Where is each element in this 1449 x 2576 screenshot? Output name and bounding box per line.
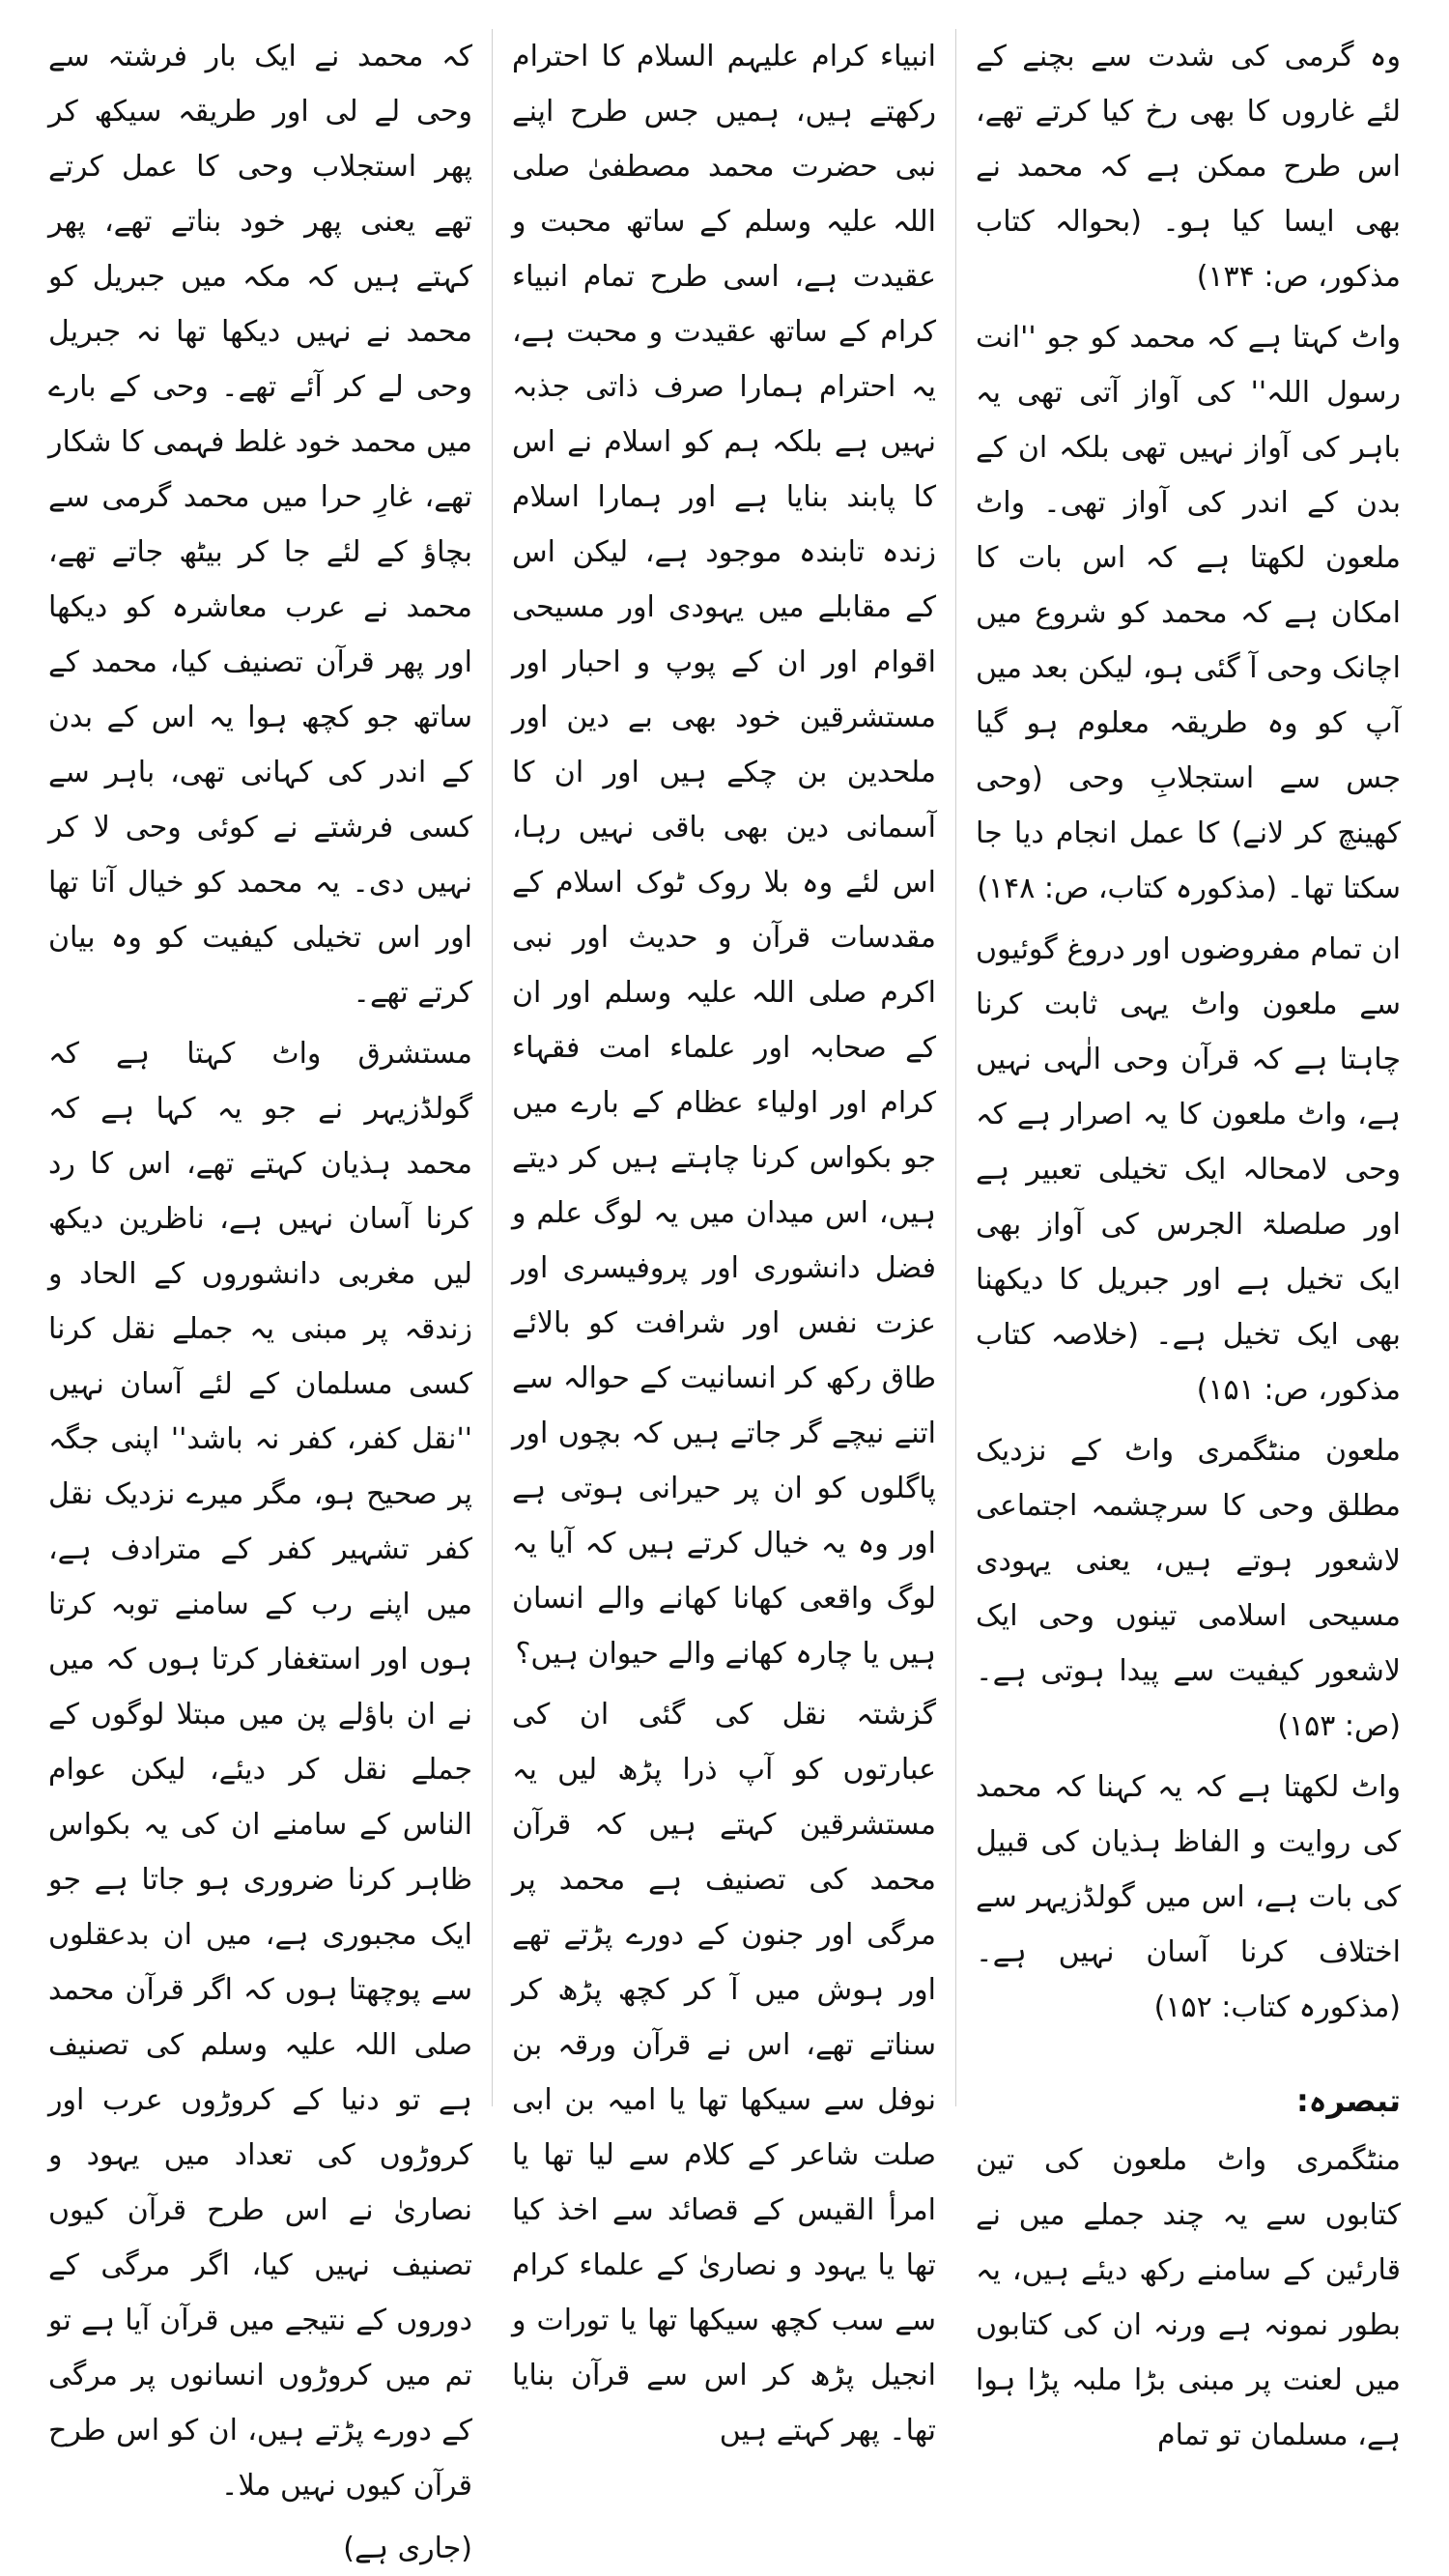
paragraph: واٹ کہتا ہے کہ محمد کو جو ''انت رسول اللہ'' کی آواز آتی تھی یہ باہر کی آواز نہیں تھی بلکہ ان کے بدن کے اندر کی آواز تھی۔ واٹ ملعون لکھتا ہے کہ اس بات کا امکان ہے کہ محمد کو شروع میں اچانک وحی آ گئی ہو، لیکن بعد میں آپ کو وہ طریقہ معلوم ہو گیا جس سے استجلابِ وحی (وحی کھینچ کر لانے) کا عمل انجام دیا جا سکتا تھا۔ (مذکورہ کتاب، ص: ۱۴۸) <box>976 321 1401 905</box>
paragraph: منٹگمری واٹ ملعون کی تین کتابوں سے یہ چند جملے میں نے قارئین کے سامنے رکھ دیئے ہیں، یہ بطور نمونہ ہے ورنہ ان کی کتابوں میں لعنت پر مبنی بڑا ملبہ پڑا ہوا ہے، مسلمان تو تمام <box>976 2143 1401 2452</box>
column-middle <box>493 29 956 2447</box>
column-right <box>956 29 1420 2452</box>
column-left <box>29 29 493 2565</box>
paragraph: ملعون منٹگمری واٹ کے نزدیک مطلق وحی کا سرچشمہ اجتماعی لاشعور ہوتے ہیں، یعنی یہودی مسیحی اسلامی تینوں وحی ایک لاشعور کیفیت سے پیدا ہوتی ہے۔ (ص: ۱۵۳) <box>976 1434 1401 1743</box>
paragraph: ان تمام مفروضوں اور دروغ گوئیوں سے ملعون واٹ یہی ثابت کرنا چاہتا ہے کہ قرآن وحی الٰہی نہیں ہے، واٹ ملعون کا یہ اصرار ہے کہ وحی لامحالہ ایک تخیلی تعبیر ہے اور صلصلۃ الجرس کی آواز بھی ایک تخیل ہے اور جبریل کا دیکھنا بھی ایک تخیل ہے۔ (خلاصہ کتاب مذکور، ص: ۱۵۱) <box>976 932 1401 1407</box>
paragraph: واٹ لکھتا ہے کہ یہ کہنا کہ محمد کی روایت و الفاظ ہذیان کی قبیل کی بات ہے، اس میں گولڈزیہر سے اختلاف کرنا آسان نہیں ہے۔ (مذکورہ کتاب: ۱۵۲) <box>976 1770 1401 2024</box>
continued-note: (جاری ہے) <box>343 2532 472 2565</box>
paragraph: کہ محمد نے ایک بار فرشتہ سے وحی لے لی اور طریقہ سیکھ کر پھر استجلاب وحی کا عمل کرتے تھے یعنی پھر خود بناتے تھے، پھر کہتے ہیں کہ مکہ میں جبریل کو محمد نے نہیں دیکھا تھا نہ جبریل وحی لے کر آئے تھے۔ وحی کے بارے میں محمد خود غلط فہمی کا شکار تھے، غارِ حرا میں محمد گرمی سے بچاؤ کے لئے جا کر بیٹھ جاتے تھے، محمد نے عرب معاشرہ کو دیکھا اور پھر قرآن تصنیف کیا، محمد کے ساتھ جو کچھ ہوا یہ اس کے بدن کے اندر کی کہانی تھی، باہر سے کسی فرشتے نے کوئی وحی لا کر نہیں دی۔ یہ محمد کو خیال آتا تھا اور اس تخیلی کیفیت کو وہ بیان کرتے تھے۔ <box>48 40 472 1010</box>
paragraph: وہ گرمی کی شدت سے بچنے کے لئے غاروں کا بھی رخ کیا کرتے تھے، اس طرح ممکن ہے کہ محمد نے بھی ایسا کیا ہو۔ (بحوالہ کتاب مذکور، ص: ۱۳۴) <box>976 40 1401 294</box>
paragraph: مستشرق واٹ کہتا ہے کہ گولڈزیہر نے جو یہ کہا ہے کہ محمد ہذیان کہتے تھے، اس کا رد کرنا آسان نہیں ہے، ناظرین دیکھ لیں مغربی دانشوروں کے الحاد و زندقہ پر مبنی یہ جملے نقل کرنا کسی مسلمان کے لئے آسان نہیں ''نقل کفر، کفر نہ باشد'' اپنی جگہ پر صحیح ہو، مگر میرے نزدیک نقل کفر تشہیر کفر کے مترادف ہے، میں اپنے رب کے سامنے توبہ کرتا ہوں اور استغفار کرتا ہوں کہ میں نے ان باؤلے پن میں مبتلا لوگوں کے جملے نقل کر دیئے، لیکن عوام الناس کے سامنے ان کی یہ بکواس ظاہر کرنا ضروری ہو جاتا ہے جو ایک مجبوری ہے، میں ان بدعقلوں سے پوچھتا ہوں کہ اگر قرآن محمد صلی اللہ علیہ وسلم کی تصنیف ہے تو دنیا کے کروڑوں عرب اور کروڑوں کی تعداد میں یہود و نصاریٰ نے اس طرح قرآن کیوں تصنیف نہیں کیا، اگر مرگی کے دوروں کے نتیجے میں قرآن آیا ہے تو تم میں کروڑوں انسانوں پر مرگی کے دورے پڑتے ہیں، ان کو اس طرح قرآن کیوں نہیں ملا۔ <box>48 1037 472 2503</box>
section-heading: تبصرہ: <box>1295 2082 1401 2119</box>
paragraph: گزشتہ نقل کی گئی ان کی عبارتوں کو آپ ذرا پڑھ لیں یہ مستشرقین کہتے ہیں کہ قرآن محمد کی تصنیف ہے محمد پر مرگی اور جنون کے دورے پڑتے تھے اور ہوش میں آ کر کچھ پڑھ کر سناتے تھے، اس نے قرآن ورقہ بن نوفل سے سیکھا تھا یا امیہ بن ابی صلت شاعر کے کلام سے لیا تھا یا امرأ القیس کے قصائد سے اخذ کیا تھا یا یہود و نصاریٰ کے علماء کرام سے سب کچھ سیکھا تھا یا تورات و انجیل پڑھ کر اس سے قرآن بنایا تھا۔ پھر کہتے ہیں <box>512 1698 936 2447</box>
paragraph: انبیاء کرام علیہم السلام کا احترام رکھتے ہیں، ہمیں جس طرح اپنے نبی حضرت محمد مصطفیٰ صلی اللہ علیہ وسلم کے ساتھ محبت و عقیدت ہے، اسی طرح تمام انبیاء کرام کے ساتھ عقیدت و محبت ہے، یہ احترام ہمارا صرف ذاتی جذبہ نہیں ہے بلکہ ہم کو اسلام نے اس کا پابند بنایا ہے اور ہمارا اسلام زندہ تابندہ موجود ہے، لیکن اس کے مقابلے میں یہودی اور مسیحی اقوام اور ان کے پوپ و احبار اور مستشرقین خود بھی بے دین اور ملحدین بن چکے ہیں اور ان کا آسمانی دین بھی باقی نہیں رہا، اس لئے وہ بلا روک ٹوک اسلام کے مقدسات قرآن و حدیث اور نبی اکرم صلی اللہ علیہ وسلم اور ان کے صحابہ اور علماء امت فقہاء کرام اور اولیاء عظام کے بارے میں جو بکواس کرنا چاہتے ہیں کر دیتے ہیں، اس میدان میں یہ لوگ علم و فضل دانشوری اور پروفیسری اور عزت نفس اور شرافت کو بالائے طاق رکھ کر انسانیت کے حوالہ سے اتنے نیچے گر جاتے ہیں کہ بچوں اور پاگلوں کو ان پر حیرانی ہوتی ہے اور وہ یہ خیال کرتے ہیں کہ آیا یہ لوگ واقعی کھانا کھانے والے انسان ہیں یا چارہ کھانے والے حیوان ہیں؟ <box>512 40 936 1671</box>
